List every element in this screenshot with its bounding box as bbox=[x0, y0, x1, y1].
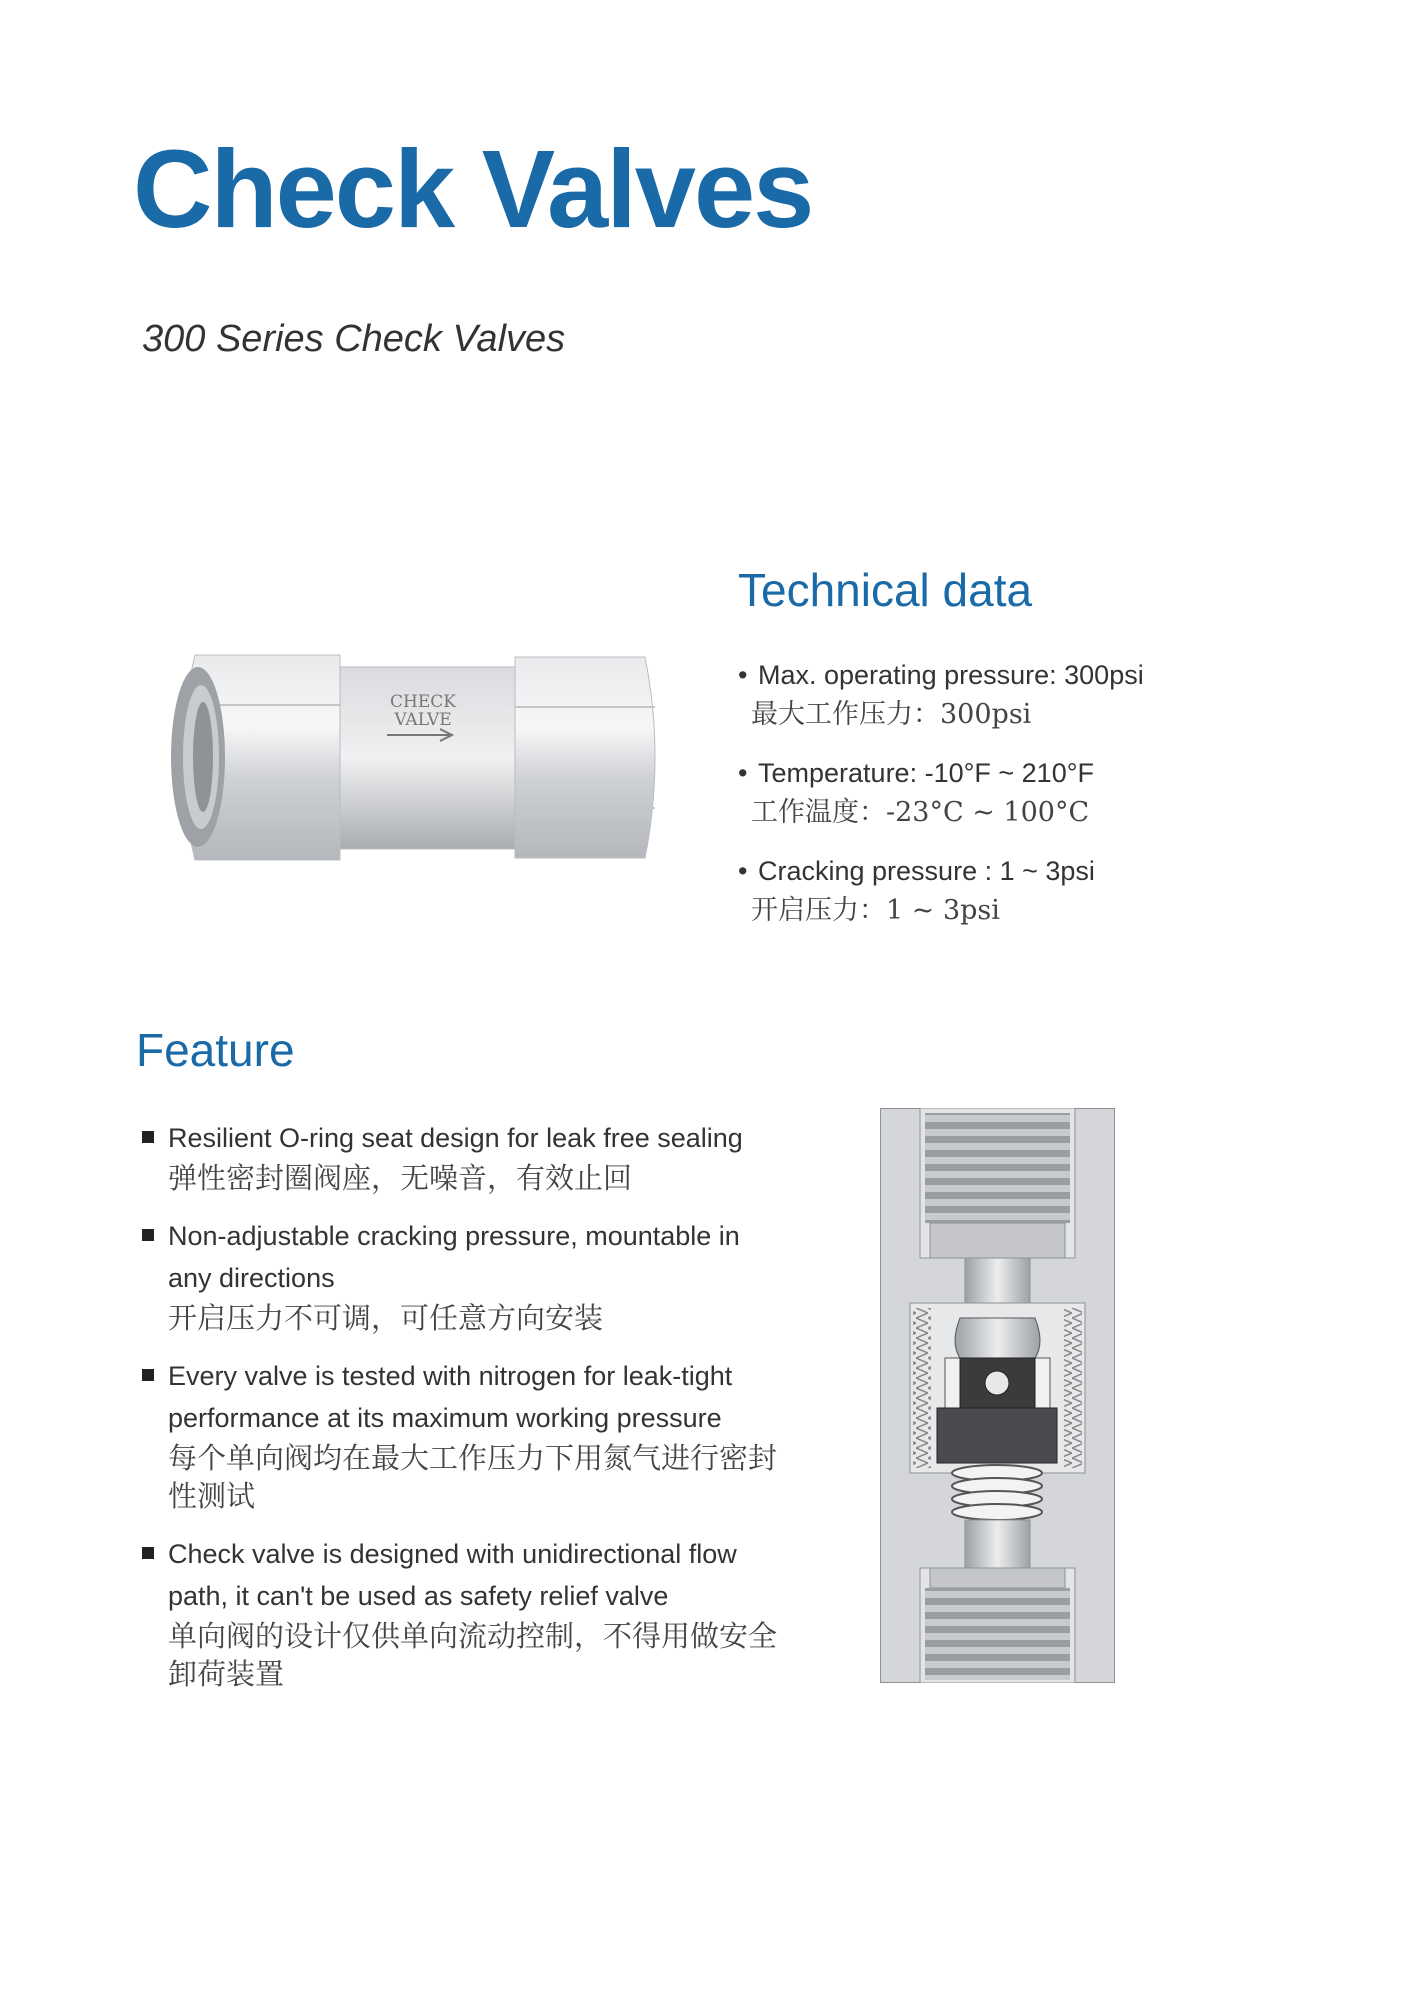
engraving-valve: VALVE bbox=[394, 710, 452, 730]
square-bullet-icon bbox=[142, 1229, 154, 1241]
list-item: • Temperature: -10°F ~ 210°F 工作温度：-23°C ~ 100°C bbox=[738, 753, 1144, 833]
tech-spec-en: Cracking pressure : 1 ~ 3psi bbox=[758, 856, 1095, 886]
list-item bbox=[138, 1215, 778, 1337]
valve-cutaway-diagram bbox=[880, 1108, 1115, 1683]
feature-list bbox=[138, 1117, 778, 1711]
tech-spec-en: Temperature: -10°F ~ 210°F bbox=[758, 758, 1094, 788]
page-title: Check Valves bbox=[133, 128, 813, 251]
list-item: • Max. operating pressure: 300psi 最大工作压力：300psi bbox=[738, 655, 1144, 735]
square-bullet-icon bbox=[142, 1547, 154, 1559]
list-item bbox=[138, 1355, 778, 1515]
feature-text-zh: 弹性密封圈阀座，无噪音，有效止回 bbox=[168, 1161, 633, 1195]
feature-text-en: Non-adjustable cracking pressure, mountable in any directions bbox=[168, 1221, 740, 1293]
list-item bbox=[138, 1117, 778, 1197]
engraving-check: CHECK bbox=[390, 692, 456, 712]
technical-data-list bbox=[738, 655, 1144, 949]
square-bullet-icon bbox=[142, 1369, 154, 1381]
feature-text-en: Check valve is designed with unidirectional flow path, it can't be used as safety relief valve bbox=[168, 1539, 737, 1611]
feature-text-zh: 单向阀的设计仅供单向流动控制，不得用做安全卸荷装置 bbox=[168, 1619, 778, 1691]
list-item bbox=[138, 1533, 778, 1693]
page-subtitle: 300 Series Check Valves bbox=[142, 318, 566, 360]
feature-text-en: Every valve is tested with nitrogen for leak-tight performance at its maximum working pressure bbox=[168, 1361, 733, 1433]
tech-spec-zh: 开启压力：1 ~ 3psi bbox=[751, 895, 1000, 926]
technical-data-heading: Technical data bbox=[738, 564, 1033, 616]
feature-text-zh: 开启压力不可调，可任意方向安装 bbox=[168, 1301, 604, 1335]
list-item: • Cracking pressure : 1 ~ 3psi 开启压力：1 ~ 3psi bbox=[738, 851, 1144, 931]
feature-text-zh: 每个单向阀均在最大工作压力下用氮气进行密封性测试 bbox=[168, 1441, 778, 1513]
tech-spec-zh: 工作温度：-23°C ~ 100°C bbox=[751, 797, 1090, 828]
check-valve-photo bbox=[165, 645, 670, 870]
tech-spec-zh: 最大工作压力：300psi bbox=[751, 699, 1032, 730]
feature-text-en: Resilient O-ring seat design for leak free sealing bbox=[168, 1123, 743, 1153]
feature-heading: Feature bbox=[136, 1024, 295, 1076]
square-bullet-icon bbox=[142, 1131, 154, 1143]
tech-spec-en: Max. operating pressure: 300psi bbox=[758, 660, 1144, 690]
